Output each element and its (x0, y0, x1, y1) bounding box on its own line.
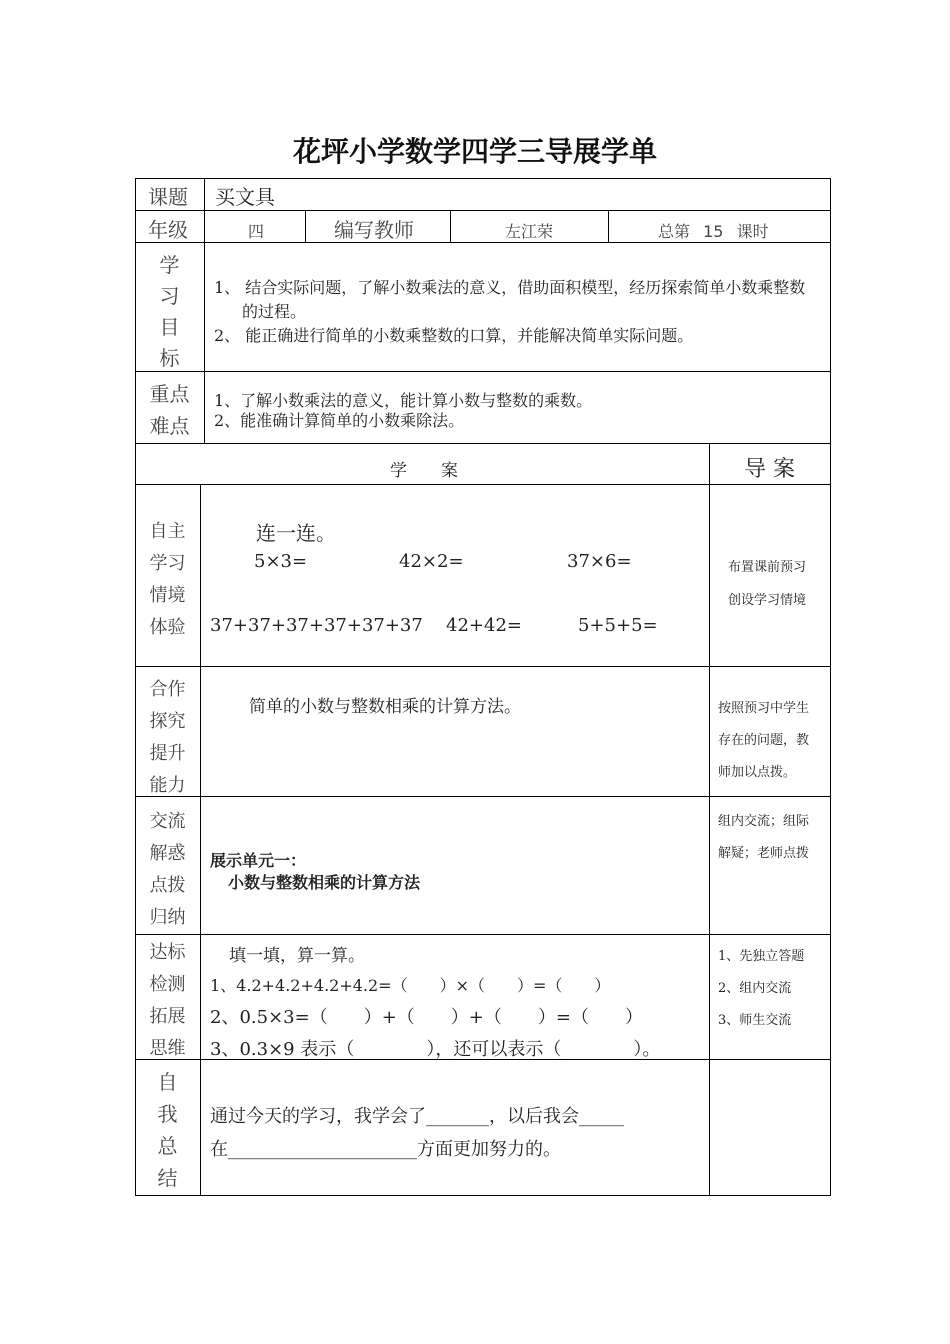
summary-line-1: 通过今天的学习，我学会了_______，以后我会_____ (210, 1106, 624, 1127)
guide-note: 师加以点拨。 (718, 765, 797, 780)
match-item: 37+37+37+37+37+37 (210, 615, 423, 636)
table-border-bottom (135, 1195, 831, 1196)
guide-note: 创设学习情境 (728, 593, 807, 608)
objective-1a: 1、 结合实际问题，了解小数乘法的意义，借助面积模型，经历探索简单小数乘整数 (214, 278, 806, 297)
teacher-label: 编写教师 (334, 218, 414, 242)
objective-1b: 的过程。 (242, 302, 307, 321)
practice-question-1: 1、4.2+4.2+4.2+4.2=（ ）×（ ）=（ ） (210, 976, 611, 995)
guide-note: 解疑；老师点拨 (718, 846, 810, 861)
lesson-count (658, 219, 769, 242)
row-divider (135, 796, 831, 797)
cooperate-content: 简单的小数与整数相乘的计算方法。 (249, 697, 521, 717)
unit-content: 小数与整数相乘的计算方法 (228, 873, 421, 892)
topic-value: 买文具 (215, 185, 275, 209)
guide-note: 按照预习中学生 (718, 701, 810, 716)
study-plan-header: 学 案 (390, 461, 458, 481)
lesson-prefix: 总第 (658, 222, 691, 241)
table-border-right (830, 178, 831, 1196)
key-point-2: 2、能准确计算简单的小数乘除法。 (214, 411, 465, 430)
unit-title: 展示单元一： (210, 851, 307, 870)
col-divider (450, 210, 451, 243)
row-divider (135, 242, 831, 243)
match-item: 42×2= (399, 551, 464, 572)
row-divider (135, 934, 831, 935)
row-divider (135, 371, 831, 372)
row-divider (135, 443, 831, 444)
match-item: 37×6= (567, 551, 632, 572)
guide-note: 布置课前预习 (728, 560, 807, 575)
guide-note: 1、先独立答题 (718, 949, 805, 964)
guide-note: 存在的问题，教 (718, 733, 810, 748)
topic-label: 课题 (148, 185, 188, 209)
key-points-label: 重点 难点 (149, 382, 190, 438)
row-divider (135, 484, 831, 485)
guide-note: 组内交流；组际 (718, 814, 810, 829)
cooperate-label: 合作 探究 提升 能力 (149, 679, 186, 796)
table-border-top (135, 178, 831, 179)
practice-question-3: 3、0.3×9 表示（ ），还可以表示（ ）。 (210, 1039, 661, 1060)
practice-heading: 填一填，算一算。 (229, 946, 365, 966)
lesson-number: 15 (703, 222, 724, 241)
row-divider (135, 210, 831, 211)
lesson-suffix: 课时 (736, 222, 769, 241)
practice-question-2: 2、0.5×3=（ ）+（ ）+（ ）=（ ） (210, 1007, 643, 1028)
grade-label: 年级 (148, 218, 188, 242)
col-divider (305, 210, 306, 243)
col-divider (709, 443, 710, 1196)
summary-label: 自 我 总 结 (157, 1070, 178, 1190)
match-item: 42+42= (446, 615, 522, 636)
match-item: 5×3= (254, 551, 308, 572)
guide-plan-header: 导 案 (744, 457, 795, 482)
practice-label: 达标 检测 拓展 思维 (149, 942, 186, 1059)
match-item: 5+5+5= (578, 615, 658, 636)
objective-2: 2、 能正确进行简单的小数乘整数的口算，并能解决简单实际问题。 (214, 326, 694, 345)
col-divider (204, 178, 205, 444)
guide-note: 2、组内交流 (718, 981, 792, 996)
grade-value: 四 (248, 222, 265, 241)
page-title: 花坪小学数学四学三导展学单 (292, 135, 657, 168)
teacher-value: 左江荣 (505, 222, 554, 241)
row-divider (135, 666, 831, 667)
self-study-label: 自主 学习 情境 体验 (149, 521, 186, 638)
self-study-heading: 连一连。 (256, 521, 336, 545)
key-point-1: 1、了解小数乘法的意义，能计算小数与整数的乘数。 (214, 391, 593, 410)
guide-note: 3、师生交流 (718, 1013, 792, 1028)
objectives-label: 学 习 目 标 (159, 253, 180, 370)
exchange-label: 交流 解惑 点拨 归纳 (149, 811, 186, 928)
col-divider (608, 210, 609, 243)
summary-line-2: 在_____________________方面更加努力的。 (210, 1139, 561, 1160)
col-divider (200, 484, 201, 1196)
